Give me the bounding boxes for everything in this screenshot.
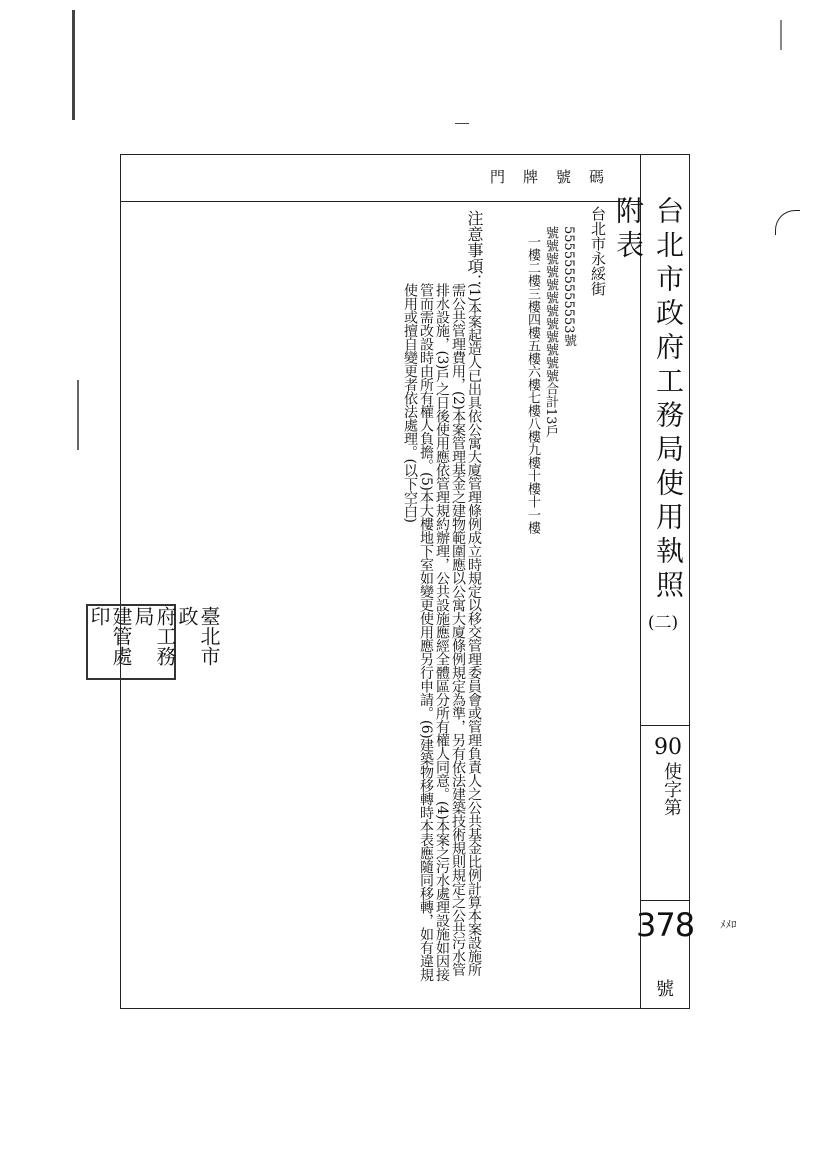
address-floor-column — [522, 235, 539, 534]
address-hao-column — [540, 226, 557, 438]
address-floors: 一樓二樓三樓四樓五樓六樓七樓八樓九樓十樓十一樓 — [525, 235, 540, 534]
scan-mark — [72, 10, 75, 120]
header-divider — [120, 201, 640, 202]
address-street: 台北市永綏街 — [589, 206, 607, 296]
address-last-entry: 3號 — [561, 325, 576, 347]
address-total: 合計13戶 — [543, 382, 558, 438]
license-divider-bottom — [640, 900, 690, 901]
official-stamp — [86, 604, 221, 680]
address-hao: 號號號號號號號號號號號號 — [543, 226, 558, 382]
address-number-column — [558, 226, 575, 347]
notes-body: (1)本案起造人已出具依公寓大廈管理條例成立時規定以移交管理委員會或管理負責人之公共基金比例計算本案設施所需公共管理費用，(2)本案管理基金之建物範圍應以公寓大廈條例規定為準，另有依法建築技術規則規定之公共污水管排水設施，(3)戶之日後使用應依管理規約辦理，公共設施應經全體區分所有權人同意。(4)本案之污水處理設施如因接管而需改設時由所有權人負擔。(5)本大樓地下室如變更使用應另行申請。(6)建築物移轉時本表應隨同移轉，如有違規使用或擅自變更者依法處理。(以下空白) — [402, 283, 482, 982]
notes-label: 注意事項： — [465, 210, 484, 290]
license-year: 90 — [654, 735, 682, 760]
scan-mark — [780, 20, 782, 50]
license-prefix: 使字第 — [661, 762, 682, 816]
scan-mark — [455, 123, 469, 124]
stamp-line: 臺北市政 — [175, 606, 221, 666]
scan-mark — [77, 380, 79, 450]
license-divider-top — [640, 725, 690, 726]
license-suffix: 號 — [656, 979, 674, 1000]
address-numbers: 555555555555 — [561, 226, 576, 326]
address-header: 門牌號碼 — [490, 168, 623, 186]
stamp-line: 建管處印 — [87, 606, 133, 666]
form-title: 台北市政府工務局使用執照附表 — [612, 196, 685, 604]
scan-extra-mark: ﾒﾒﾛ — [720, 918, 737, 931]
stamp-line: 府工務局 — [131, 606, 177, 666]
form-title-sub: (二) — [647, 613, 679, 633]
license-number: 378 — [636, 906, 695, 944]
corner-arc — [775, 210, 800, 235]
